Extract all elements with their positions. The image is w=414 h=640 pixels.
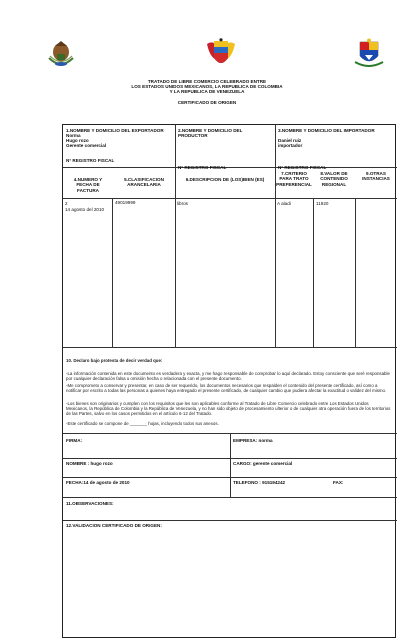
exporter-fiscal-label: N° REGISTRO FISCAL <box>66 158 115 163</box>
importer-name: Daniel ruiz <box>278 138 302 143</box>
validation-label: 12.VALIDACION CERTIFICADO DE ORIGEN: <box>66 523 162 528</box>
col-regional-value-header: 8.VALOR DE CONTENIDO REGIONAL <box>320 171 348 187</box>
col-criterion-header: 7.CRITERIO PARA TRATO PREFERENCIAL <box>276 171 312 187</box>
name-label: NOMBRE : hugo rozo <box>66 461 113 466</box>
importer-label: 3.NOMBRE Y DOMICILIO DEL IMPORTADOR <box>278 128 375 133</box>
phone-label: TELEFONO : 915194242 <box>233 480 286 485</box>
company-label: EMPRESA: norma <box>233 438 273 443</box>
col-description-header: 6.DESCRIPCION DE (LOS)BIEN (ES) <box>185 177 265 182</box>
treaty-title-line-2: LOS ESTADOS UNIDOS MEXICANOS, LA REPUBLICA DE COLOMBIA <box>131 84 283 89</box>
importer-fiscal-label: N° REGISTRO FISCAL <box>278 165 327 170</box>
declaration-paragraph-1: -La información contenida en este documento es verdadera y exacta, y me hago responsable de comprobar lo aquí declarado. Estoy consciente que seré responsable por cualquier declaración falsa u omisión hecha o relacionada con el presente documento. <box>66 371 390 382</box>
signature-label: FIRMA: <box>66 438 83 443</box>
invoice-date: 14 agosto del 2010 <box>65 207 105 212</box>
declaration-title: 10. Declaro bajo protesta de decir verdad que: <box>66 358 163 363</box>
venezuela-coat-of-arms-icon <box>352 38 386 70</box>
treaty-title-line-3: Y LA REPUBLICA DE VENEZUELA <box>169 89 245 94</box>
declaration-paragraph-2: -Me comprometo a conservar y presentar, en caso de ser requerido, los documentos necesarios que respalden el contenido del presente certificado, así como a notificar por escrito a todas las personas a quienes haya entregado el presente certificado, de cualquier cambio que pudiera afectar la exactitud o validez del mismo. <box>66 383 387 394</box>
certificate-title: CERTIFICADO DE ORIGEN <box>177 100 237 105</box>
observations-label: 11.OBSERVACIONES: <box>66 501 114 506</box>
mexico-coat-of-arms-icon <box>44 38 78 70</box>
producer-fiscal-label: N° REGISTRO FISCAL <box>178 165 227 170</box>
position-label: CARGO: gerente comercial <box>233 461 293 466</box>
exporter-name-label: Norma <box>66 133 81 138</box>
date-label: FECHA:14 de agosto de 2010 <box>66 480 130 485</box>
goods-description: libros <box>177 201 188 206</box>
producer-label-2: PRODUCTOR <box>178 133 208 138</box>
declaration-paragraph-3: -Los bienes son originarios y cumplen con los requisitos que les son aplicables conforme al Tratado de Libre Comercio celebrado entre Los Estados Unidos Mexicanos, la República de Colombia y la República de Venezuela, y no han sido objeto de procesamiento ulterior o de cualquier otra operación fuera de los territorios de las Partes, salvo en los casos permitidos en el artículo 6-12 del Tratado. <box>66 401 391 417</box>
treaty-title-line-1: TRATADO DE LIBRE COMERCIO CELEBRADO ENTRE <box>147 79 267 84</box>
certificate-form <box>62 124 396 638</box>
exporter-name: Hugo rozo <box>66 138 89 143</box>
fax-label: FAX: <box>333 480 344 485</box>
exporter-label: 1.NOMBRE Y DOMICILIO DEL EXPORTADOR <box>66 128 164 133</box>
regional-value: 11920 <box>316 201 329 206</box>
tariff-code: 49019999 <box>115 200 136 205</box>
exporter-role: Gerente comercial <box>66 143 107 148</box>
col-tariff-header: 5.CLASIFICACION ARANCELARIA <box>124 177 164 188</box>
colombia-coat-of-arms-icon <box>204 38 238 70</box>
col-other-header: 9.OTRAS INSTANCIAS <box>362 171 390 182</box>
col-invoice-header: 4.NUMERO Y FECHA DE FACTURA <box>73 177 103 193</box>
invoice-number: 2 <box>65 201 68 206</box>
preferential-criterion: A aladi <box>277 201 291 206</box>
importer-role: importador <box>278 143 303 148</box>
declaration-paragraph-4: -Este certificado se compone de _______ hojas, incluyendo todos sus anexos. <box>66 421 219 426</box>
producer-label: 2.NOMBRE Y DOMICILIO DEL <box>178 128 243 133</box>
